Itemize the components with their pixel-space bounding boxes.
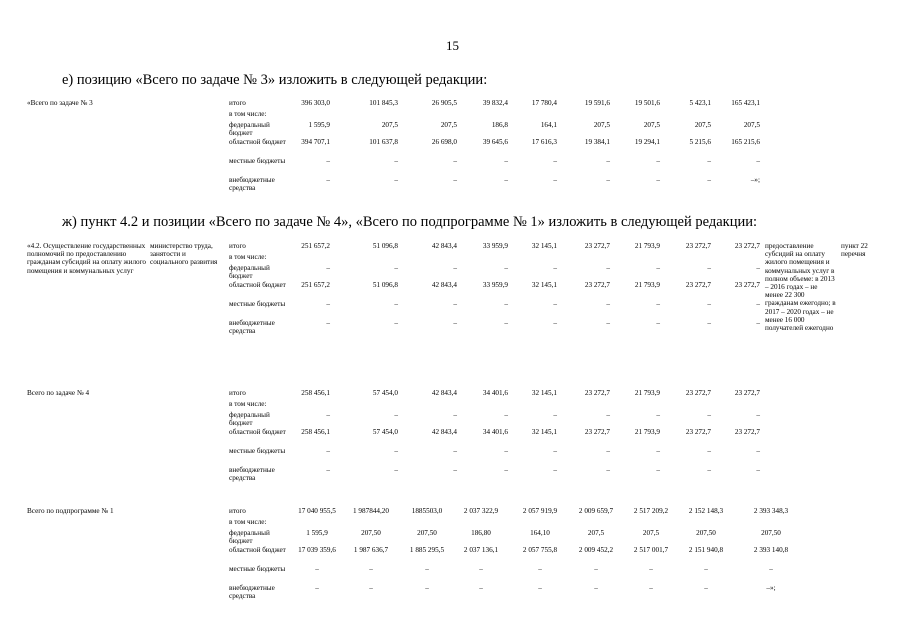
- row-label: итого: [229, 99, 246, 107]
- value-cell: 34 401,6: [482, 428, 508, 436]
- value-cell: 23 272,7: [584, 281, 610, 289]
- value-cell: 21 793,9: [634, 428, 660, 436]
- row-label: местные бюджеты: [229, 300, 286, 308]
- value-cell: 23 272,7: [685, 389, 711, 397]
- value-cell: 394 707,1: [301, 138, 330, 146]
- value-cell: –: [656, 157, 660, 165]
- value-cell: 2 037 136,1: [463, 546, 499, 554]
- value-cell: –: [425, 565, 429, 573]
- row-label: федеральный бюджет: [229, 529, 270, 546]
- value-cell: –: [606, 319, 610, 327]
- value-cell: –: [394, 411, 398, 419]
- row-label: областной бюджет: [229, 138, 286, 146]
- value-cell: –: [326, 319, 330, 327]
- value-cell: 2 037 322,9: [463, 507, 499, 515]
- value-cell: –: [369, 565, 373, 573]
- value-cell: –: [553, 411, 557, 419]
- value-cell: –: [656, 176, 660, 184]
- value-cell: 32 145,1: [531, 428, 557, 436]
- value-cell: –: [769, 565, 773, 573]
- item-title: «4.2. Осуществление государственных полномочий по предоставлению гражданам субсидий на оплату жилого помещения и коммунальных услуг: [27, 242, 147, 275]
- value-cell: 207,5: [440, 121, 457, 129]
- value-cell: –: [504, 411, 508, 419]
- row-label: в том числе:: [229, 110, 267, 118]
- value-cell: 23 272,7: [584, 242, 610, 250]
- value-cell: 19 591,6: [584, 99, 610, 107]
- value-cell: –»;: [750, 176, 760, 184]
- value-cell: 33 959,9: [482, 242, 508, 250]
- value-cell: –: [707, 466, 711, 474]
- value-cell: –: [453, 300, 457, 308]
- value-cell: 1885503,0: [411, 507, 443, 515]
- value-cell: 101 845,3: [369, 99, 398, 107]
- row-label: итого: [229, 242, 246, 250]
- value-cell: 17 039 359,6: [298, 546, 336, 554]
- value-cell: 164,1: [540, 121, 557, 129]
- value-cell: 207,5: [587, 529, 605, 537]
- value-cell: 101 637,8: [369, 138, 398, 146]
- value-cell: –: [394, 300, 398, 308]
- value-cell: 258 456,1: [301, 428, 330, 436]
- row-label: федеральный бюджет: [229, 411, 270, 428]
- section-zh-heading: ж) пункт 4.2 и позиции «Всего по задаче № 4», «Всего по подпрограмме № 1» изложить в следующей редакции:: [62, 214, 758, 230]
- row-label: в том числе:: [229, 400, 267, 408]
- value-cell: 17 780,4: [531, 99, 557, 107]
- value-cell: –: [538, 584, 542, 592]
- value-cell: 19 384,1: [584, 138, 610, 146]
- value-cell: 23 272,7: [584, 389, 610, 397]
- row-label: областной бюджет: [229, 428, 286, 436]
- value-cell: 21 793,9: [634, 281, 660, 289]
- value-cell: –: [553, 264, 557, 272]
- value-cell: –: [553, 466, 557, 474]
- reference: пункт 22 перечня: [841, 242, 868, 259]
- value-cell: –: [394, 264, 398, 272]
- value-cell: 2 393 140,8: [753, 546, 789, 554]
- value-cell: 2 009 659,7: [578, 507, 614, 515]
- value-cell: 2 517 001,7: [633, 546, 669, 554]
- executor: министерство труда, занятости и социального развития: [150, 242, 218, 267]
- value-cell: –: [707, 176, 711, 184]
- value-cell: 207,50: [417, 529, 437, 537]
- section-e-heading: е) позицию «Всего по задаче № 3» изложить в следующей редакции:: [62, 72, 488, 88]
- value-cell: 23 272,7: [734, 428, 760, 436]
- page-number: 15: [446, 38, 459, 53]
- row-label: местные бюджеты: [229, 565, 286, 573]
- value-cell: –: [553, 319, 557, 327]
- value-cell: –: [707, 411, 711, 419]
- value-cell: –: [704, 584, 708, 592]
- row-label: в том числе:: [229, 518, 267, 526]
- value-cell: –: [394, 157, 398, 165]
- value-cell: –: [606, 264, 610, 272]
- value-cell: 207,50: [361, 529, 381, 537]
- value-cell: 23 272,7: [685, 242, 711, 250]
- value-cell: –: [479, 584, 483, 592]
- value-cell: 207,5: [381, 121, 398, 129]
- value-cell: –: [326, 300, 330, 308]
- row-label: областной бюджет: [229, 546, 286, 554]
- value-cell: 1 987844,20: [353, 507, 389, 515]
- value-cell: 258 456,1: [301, 389, 330, 397]
- value-cell: 207,5: [694, 121, 711, 129]
- value-cell: –: [656, 264, 660, 272]
- value-cell: –: [606, 447, 610, 455]
- value-cell: 186,80: [471, 529, 491, 537]
- value-cell: –: [707, 300, 711, 308]
- value-cell: 21 793,9: [634, 389, 660, 397]
- value-cell: 2 057 755,8: [522, 546, 558, 554]
- value-cell: –: [504, 264, 508, 272]
- value-cell: –: [553, 300, 557, 308]
- value-cell: 2 009 452,2: [578, 546, 614, 554]
- value-cell: –: [453, 157, 457, 165]
- row-label: внебюджетные средства: [229, 176, 275, 193]
- value-cell: –: [707, 157, 711, 165]
- value-cell: 51 096,8: [372, 281, 398, 289]
- value-cell: 19 501,6: [634, 99, 660, 107]
- value-cell: 396 303,0: [301, 99, 330, 107]
- value-cell: 21 793,9: [634, 242, 660, 250]
- value-cell: 207,5: [643, 121, 660, 129]
- value-cell: 33 959,9: [482, 281, 508, 289]
- value-cell: –: [504, 466, 508, 474]
- value-cell: 42 843,4: [431, 281, 457, 289]
- value-cell: –: [649, 565, 653, 573]
- row-label: внебюджетные средства: [229, 584, 275, 601]
- value-cell: 23 272,7: [734, 242, 760, 250]
- value-cell: –: [315, 584, 319, 592]
- value-cell: 42 843,4: [431, 389, 457, 397]
- value-cell: 26 905,5: [431, 99, 457, 107]
- value-cell: –: [553, 447, 557, 455]
- row-label: федеральный бюджет: [229, 121, 270, 138]
- value-cell: –: [453, 264, 457, 272]
- value-cell: 32 145,1: [531, 389, 557, 397]
- value-cell: 1 595,9: [308, 121, 330, 129]
- value-cell: –: [394, 319, 398, 327]
- value-cell: –: [606, 176, 610, 184]
- indicator-text: предоставление субсидий на оплату жилого помещения и коммунальных услуг в полном объеме: в 2013 – 2016 годах – не менее 22 300 гражданам ежегодно; в 2017 – 2020 годах – не менее 16 000 получателей ежегодно: [765, 242, 836, 333]
- value-cell: –: [326, 447, 330, 455]
- value-cell: –: [756, 411, 760, 419]
- value-cell: 57 454,0: [372, 389, 398, 397]
- value-cell: –: [756, 157, 760, 165]
- value-cell: 34 401,6: [482, 389, 508, 397]
- value-cell: –: [606, 466, 610, 474]
- value-cell: 5 423,1: [689, 99, 711, 107]
- value-cell: –: [538, 565, 542, 573]
- value-cell: –: [649, 584, 653, 592]
- value-cell: –: [707, 447, 711, 455]
- value-cell: 23 272,7: [685, 428, 711, 436]
- value-cell: 207,50: [761, 529, 781, 537]
- value-cell: 2 517 209,2: [633, 507, 669, 515]
- value-cell: –: [704, 565, 708, 573]
- value-cell: 57 454,0: [372, 428, 398, 436]
- value-cell: –: [553, 157, 557, 165]
- value-cell: 17 040 955,5: [298, 507, 336, 515]
- value-cell: –: [756, 447, 760, 455]
- value-cell: 23 272,7: [584, 428, 610, 436]
- value-cell: 207,5: [593, 121, 610, 129]
- value-cell: 39 832,4: [482, 99, 508, 107]
- value-cell: 1 885 295,5: [409, 546, 445, 554]
- value-cell: 19 294,1: [634, 138, 660, 146]
- row-label: областной бюджет: [229, 281, 286, 289]
- value-cell: –: [606, 157, 610, 165]
- value-cell: –: [453, 319, 457, 327]
- value-cell: 2 393 348,3: [753, 507, 789, 515]
- value-cell: 51 096,8: [372, 242, 398, 250]
- value-cell: 251 657,2: [301, 242, 330, 250]
- value-cell: 251 657,2: [301, 281, 330, 289]
- value-cell: 165 215,6: [731, 138, 760, 146]
- row-label: внебюджетные средства: [229, 319, 275, 336]
- value-cell: –: [656, 319, 660, 327]
- value-cell: –: [394, 176, 398, 184]
- value-cell: –: [594, 565, 598, 573]
- value-cell: 2 151 940,8: [688, 546, 724, 554]
- value-cell: 17 616,3: [531, 138, 557, 146]
- value-cell: –: [756, 264, 760, 272]
- value-cell: –: [504, 300, 508, 308]
- row-label: местные бюджеты: [229, 447, 286, 455]
- value-cell: 164,10: [530, 529, 550, 537]
- row-label: итого: [229, 507, 246, 515]
- value-cell: –: [453, 176, 457, 184]
- value-cell: –: [756, 300, 760, 308]
- value-cell: –: [394, 466, 398, 474]
- value-cell: –: [326, 176, 330, 184]
- value-cell: –: [326, 411, 330, 419]
- value-cell: –: [756, 319, 760, 327]
- value-cell: 23 272,7: [734, 281, 760, 289]
- value-cell: –»;: [766, 584, 776, 592]
- value-cell: 207,50: [696, 529, 716, 537]
- value-cell: –: [504, 319, 508, 327]
- value-cell: –: [326, 264, 330, 272]
- value-cell: –: [453, 466, 457, 474]
- value-cell: 32 145,1: [531, 281, 557, 289]
- value-cell: 42 843,4: [431, 428, 457, 436]
- value-cell: –: [606, 411, 610, 419]
- value-cell: –: [315, 565, 319, 573]
- value-cell: 39 645,6: [482, 138, 508, 146]
- value-cell: 42 843,4: [431, 242, 457, 250]
- value-cell: –: [504, 176, 508, 184]
- value-cell: –: [606, 300, 610, 308]
- value-cell: –: [453, 447, 457, 455]
- value-cell: 5 215,6: [689, 138, 711, 146]
- value-cell: –: [504, 157, 508, 165]
- value-cell: –: [656, 411, 660, 419]
- row-title: «Всего по задаче № 3: [27, 99, 93, 107]
- value-cell: 2 057 919,9: [522, 507, 558, 515]
- value-cell: 186,8: [491, 121, 508, 129]
- value-cell: 1 595,9: [306, 529, 328, 537]
- row-label: внебюджетные средства: [229, 466, 275, 483]
- value-cell: 23 272,7: [685, 281, 711, 289]
- row-label: в том числе:: [229, 253, 267, 261]
- value-cell: –: [707, 319, 711, 327]
- row-label: федеральный бюджет: [229, 264, 270, 281]
- value-cell: –: [656, 300, 660, 308]
- value-cell: 1 987 636,7: [353, 546, 389, 554]
- value-cell: 2 152 148,3: [688, 507, 724, 515]
- value-cell: –: [553, 176, 557, 184]
- value-cell: –: [425, 584, 429, 592]
- value-cell: 26 698,0: [431, 138, 457, 146]
- row-label: местные бюджеты: [229, 157, 286, 165]
- value-cell: 207,5: [642, 529, 660, 537]
- value-cell: 32 145,1: [531, 242, 557, 250]
- row-label: итого: [229, 389, 246, 397]
- row-title: Всего по подпрограмме № 1: [27, 507, 114, 515]
- value-cell: –: [756, 466, 760, 474]
- value-cell: –: [369, 584, 373, 592]
- value-cell: –: [394, 447, 398, 455]
- value-cell: –: [656, 466, 660, 474]
- value-cell: 165 423,1: [731, 99, 760, 107]
- value-cell: –: [594, 584, 598, 592]
- value-cell: –: [504, 447, 508, 455]
- value-cell: –: [479, 565, 483, 573]
- value-cell: –: [326, 157, 330, 165]
- value-cell: –: [453, 411, 457, 419]
- value-cell: –: [656, 447, 660, 455]
- row-title: Всего по задаче № 4: [27, 389, 90, 397]
- value-cell: –: [707, 264, 711, 272]
- value-cell: 23 272,7: [734, 389, 760, 397]
- value-cell: –: [326, 466, 330, 474]
- value-cell: 207,5: [743, 121, 760, 129]
